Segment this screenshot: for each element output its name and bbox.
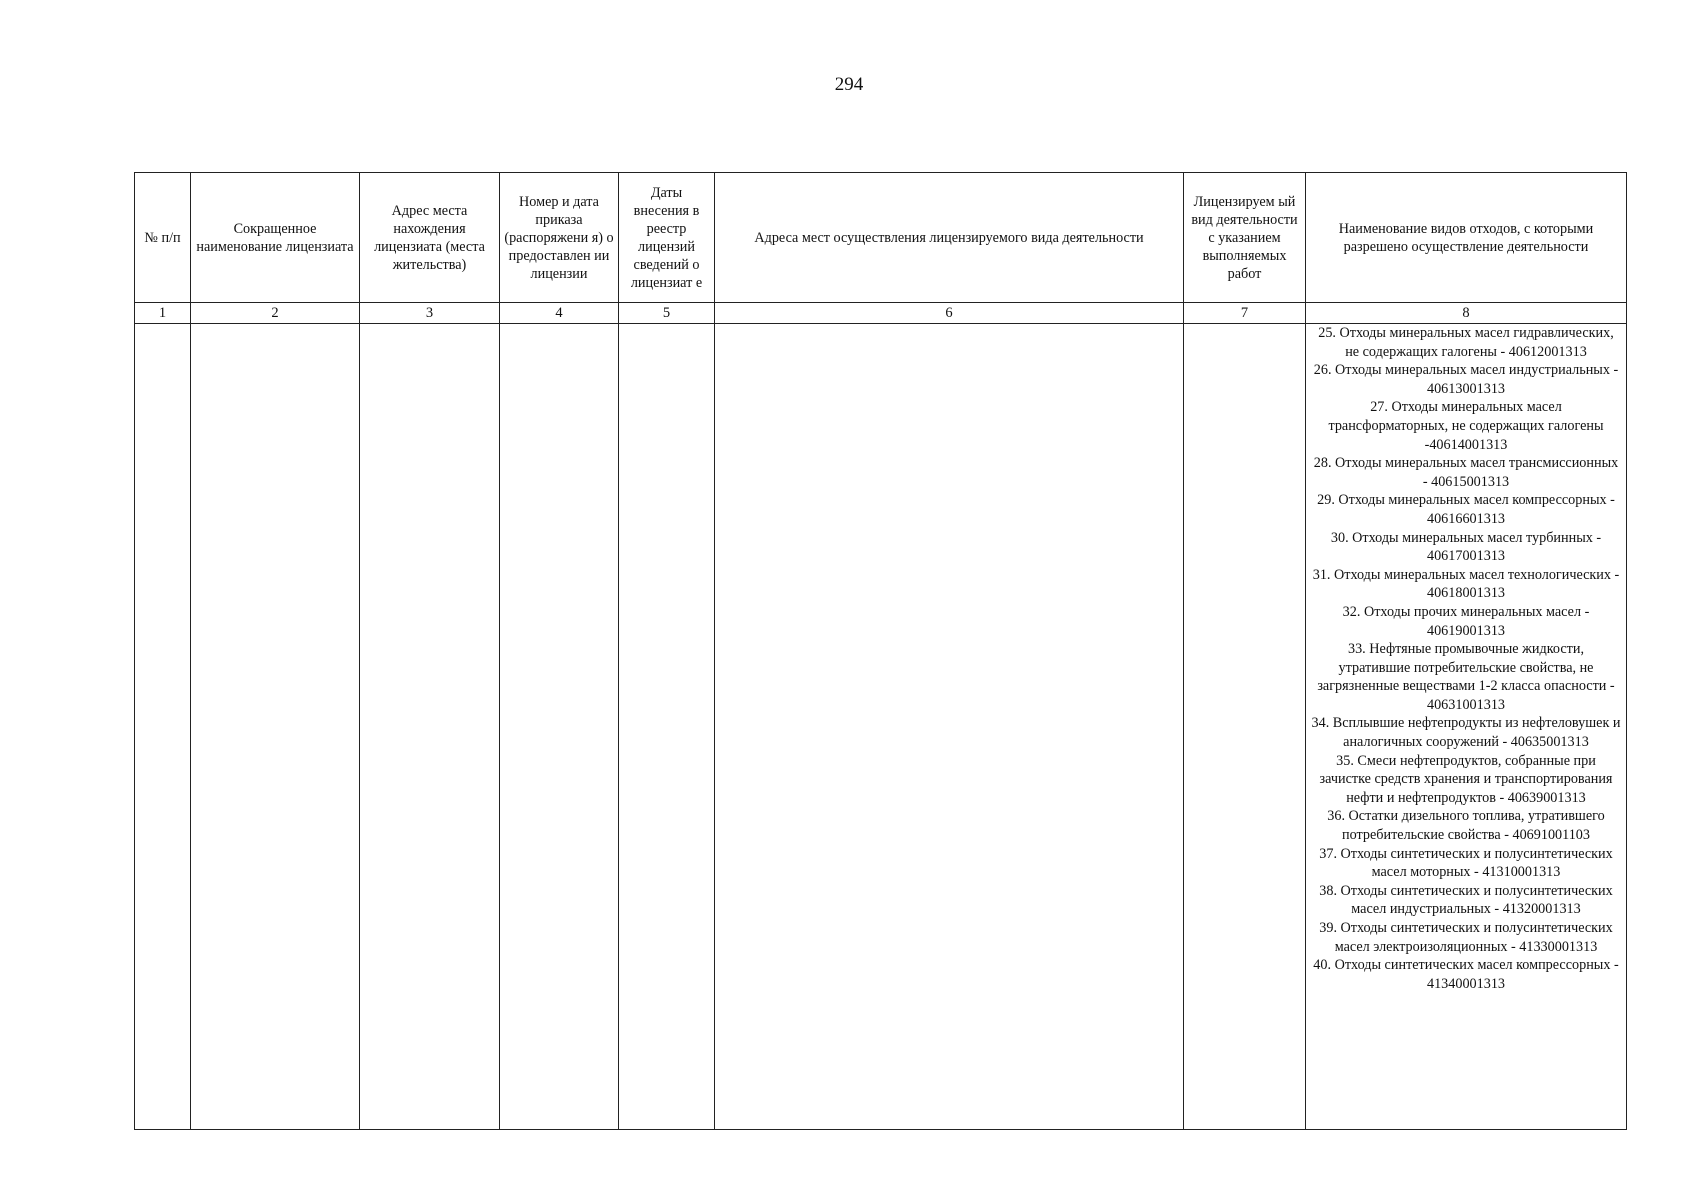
column-number: 5 xyxy=(619,303,715,324)
header-activity-addresses: Адреса мест осуществления лицензируемого вида деятельности xyxy=(715,173,1184,303)
waste-type-item: 40. Отходы синтетических масел компрессорных - 41340001313 xyxy=(1313,957,1619,992)
waste-type-item: 29. Отходы минеральных масел компрессорных - 40616601313 xyxy=(1317,492,1615,527)
page-number: 294 xyxy=(834,74,864,95)
column-number: 1 xyxy=(135,303,191,324)
waste-type-item: 26. Отходы минеральных масел индустриальных - 40613001313 xyxy=(1313,362,1619,397)
column-number: 2 xyxy=(191,303,360,324)
column-number-row xyxy=(135,303,1627,324)
header-licensee-name: Сокращенное наименование лицензиата xyxy=(191,173,360,303)
cell-licensed-activity xyxy=(1184,324,1306,1130)
waste-type-item: 38. Отходы синтетических и полусинтетических масел индустриальных - 41320001313 xyxy=(1319,882,1613,918)
column-number: 8 xyxy=(1306,303,1627,324)
cell-licensee-name xyxy=(191,324,360,1130)
waste-type-item: 36. Остатки дизельного топлива, утратившего потребительские свойства - 40691001103 xyxy=(1327,808,1605,844)
header-number: № п/п xyxy=(135,173,191,303)
waste-type-item: 32. Отходы прочих минеральных масел - 40619001313 xyxy=(1342,603,1590,639)
waste-type-item: 31. Отходы минеральных масел технологических - 40618001313 xyxy=(1312,566,1620,602)
header-waste-types: Наименование видов отходов, с которыми разрешено осуществление деятельности xyxy=(1306,173,1627,303)
cell-waste-types xyxy=(1306,324,1627,1130)
header-order-number-date: Номер и дата приказа (распоряжени я) о предоставлен ии лицензии xyxy=(500,173,619,303)
cell-licensee-address xyxy=(360,324,500,1130)
column-number: 3 xyxy=(360,303,500,324)
license-register-table xyxy=(134,172,1627,1130)
waste-type-item: 27. Отходы минеральных масел трансформаторных, не содержащих галогены -40614001313 xyxy=(1328,399,1604,453)
cell-activity-addresses xyxy=(715,324,1184,1130)
waste-type-item: 35. Смеси нефтепродуктов, собранные при зачистке средств хранения и транспортирования нефти и нефтепродуктов - 40639001313 xyxy=(1319,752,1613,806)
column-number: 7 xyxy=(1184,303,1306,324)
waste-type-item: 34. Всплывшие нефтепродукты из нефтеловушек и аналогичных сооружений - 40635001313 xyxy=(1311,715,1621,751)
header-licensee-address: Адрес места нахождения лицензиата (места жительства) xyxy=(360,173,500,303)
waste-type-item: 37. Отходы синтетических и полусинтетических масел моторных - 41310001313 xyxy=(1319,845,1613,881)
column-number: 4 xyxy=(500,303,619,324)
waste-type-item: 39. Отходы синтетических и полусинтетических масел электроизоляционных - 41330001313 xyxy=(1319,920,1613,955)
column-number: 6 xyxy=(715,303,1184,324)
cell-number xyxy=(135,324,191,1130)
cell-order-number-date xyxy=(500,324,619,1130)
table-row xyxy=(135,324,1627,1130)
header-registry-dates: Даты внесения в реестр лицензий сведений о лицензиат е xyxy=(619,173,715,303)
header-licensed-activity: Лицензируем ый вид деятельности с указанием выполняемых работ xyxy=(1184,173,1306,303)
waste-type-item: 25. Отходы минеральных масел гидравлических, не содержащих галогены - 40612001313 xyxy=(1318,325,1614,360)
table-header-row xyxy=(135,173,1627,303)
cell-registry-dates xyxy=(619,324,715,1130)
waste-type-item: 28. Отходы минеральных масел трансмиссионных - 40615001313 xyxy=(1313,455,1619,490)
waste-type-item: 33. Нефтяные промывочные жидкости, утратившие потребительские свойства, не загрязненные веществами 1-2 класса опасности - 40631001313 xyxy=(1317,641,1615,713)
waste-type-item: 30. Отходы минеральных масел турбинных - 40617001313 xyxy=(1330,529,1602,565)
